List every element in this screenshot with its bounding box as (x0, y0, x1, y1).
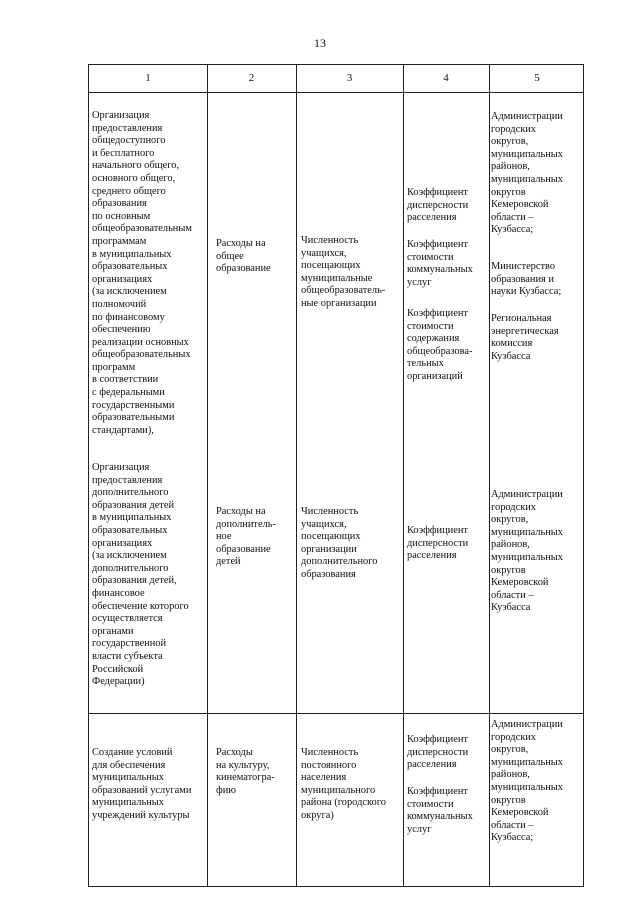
column-divider (489, 65, 490, 886)
row2-administrations: Администрации городских округов, муниципальных районов, муниципальных округов Кемеровской области – Кузбасса (491, 489, 563, 614)
row3-administrations: Администрации городских округов, муниципальных районов, муниципальных округов Кемеровской области – Кузбасса; (491, 719, 563, 844)
row-divider (89, 713, 583, 714)
row2-coefficient-dispersion: Коэффициент дисперсности расселения (407, 525, 469, 562)
header-row-divider (89, 92, 583, 93)
page-number: 13 (314, 36, 326, 50)
column-header-4: 4 (443, 72, 449, 84)
column-divider (403, 65, 404, 886)
row1-energy-commission: Региональная энергетическая комиссия Кузбасса (491, 313, 559, 362)
row2-expense: Расходы на дополнитель- ное образование детей (216, 506, 276, 568)
row2-indicator: Численность учащихся, посещающих организации дополнительного образования (301, 506, 378, 580)
row3-indicator: Численность постоянного населения муниципального района (городского округа) (301, 747, 386, 821)
column-header-2: 2 (248, 72, 255, 84)
row2-authority: Организация предоставления дополнительного образования детей в муниципальных образовательных организациях (за исключением дополнительного образования детей, финансовое обеспечение которого осуществляется органами государственной власти субъекта Российской Федерации) (92, 462, 189, 688)
row1-expense: Расходы на общее образование (216, 238, 271, 275)
row1-coefficient-dispersion: Коэффициент дисперсности расселения (407, 187, 469, 224)
row3-authority: Создание условий для обеспечения муниципальных образований услугами муниципальных учреждений культуры (92, 747, 192, 821)
column-header-1: 1 (145, 72, 151, 84)
row1-authority: Организация предоставления общедоступного и бесплатного начального общего, основного общего, среднего общего образования по основным общеобразовательным программам в муниципальных образовательных организациях (за исключением полномочий по финансовому обеспечению реализации основных общеобразовательных программ в соответствии с федеральными государственными образовательными стандартами), (92, 110, 192, 436)
row1-coefficient-utilities: Коэффициент стоимости коммунальных услуг (407, 239, 473, 288)
row3-coefficient-dispersion: Коэффициент дисперсности расселения (407, 734, 469, 771)
column-divider (207, 65, 208, 886)
column-header-5: 5 (534, 72, 540, 84)
row1-administrations: Администрации городских округов, муниципальных районов, муниципальных округов Кемеровской области – Кузбасса; (491, 111, 563, 236)
column-header-3: 3 (346, 72, 353, 84)
row3-coefficient-utilities: Коэффициент стоимости коммунальных услуг (407, 786, 473, 835)
row3-expense: Расходы на культуру, кинематогра- фию (216, 747, 275, 796)
row1-indicator: Численность учащихся, посещающих муниципальные общеобразователь- ные организации (301, 235, 386, 309)
column-divider (296, 65, 297, 886)
row1-ministry: Министерство образования и науки Кузбасса; (491, 261, 562, 298)
allocation-table (88, 64, 584, 887)
row1-coefficient-maintenance: Коэффициент стоимости содержания общеобразова- тельных организаций (407, 308, 473, 382)
